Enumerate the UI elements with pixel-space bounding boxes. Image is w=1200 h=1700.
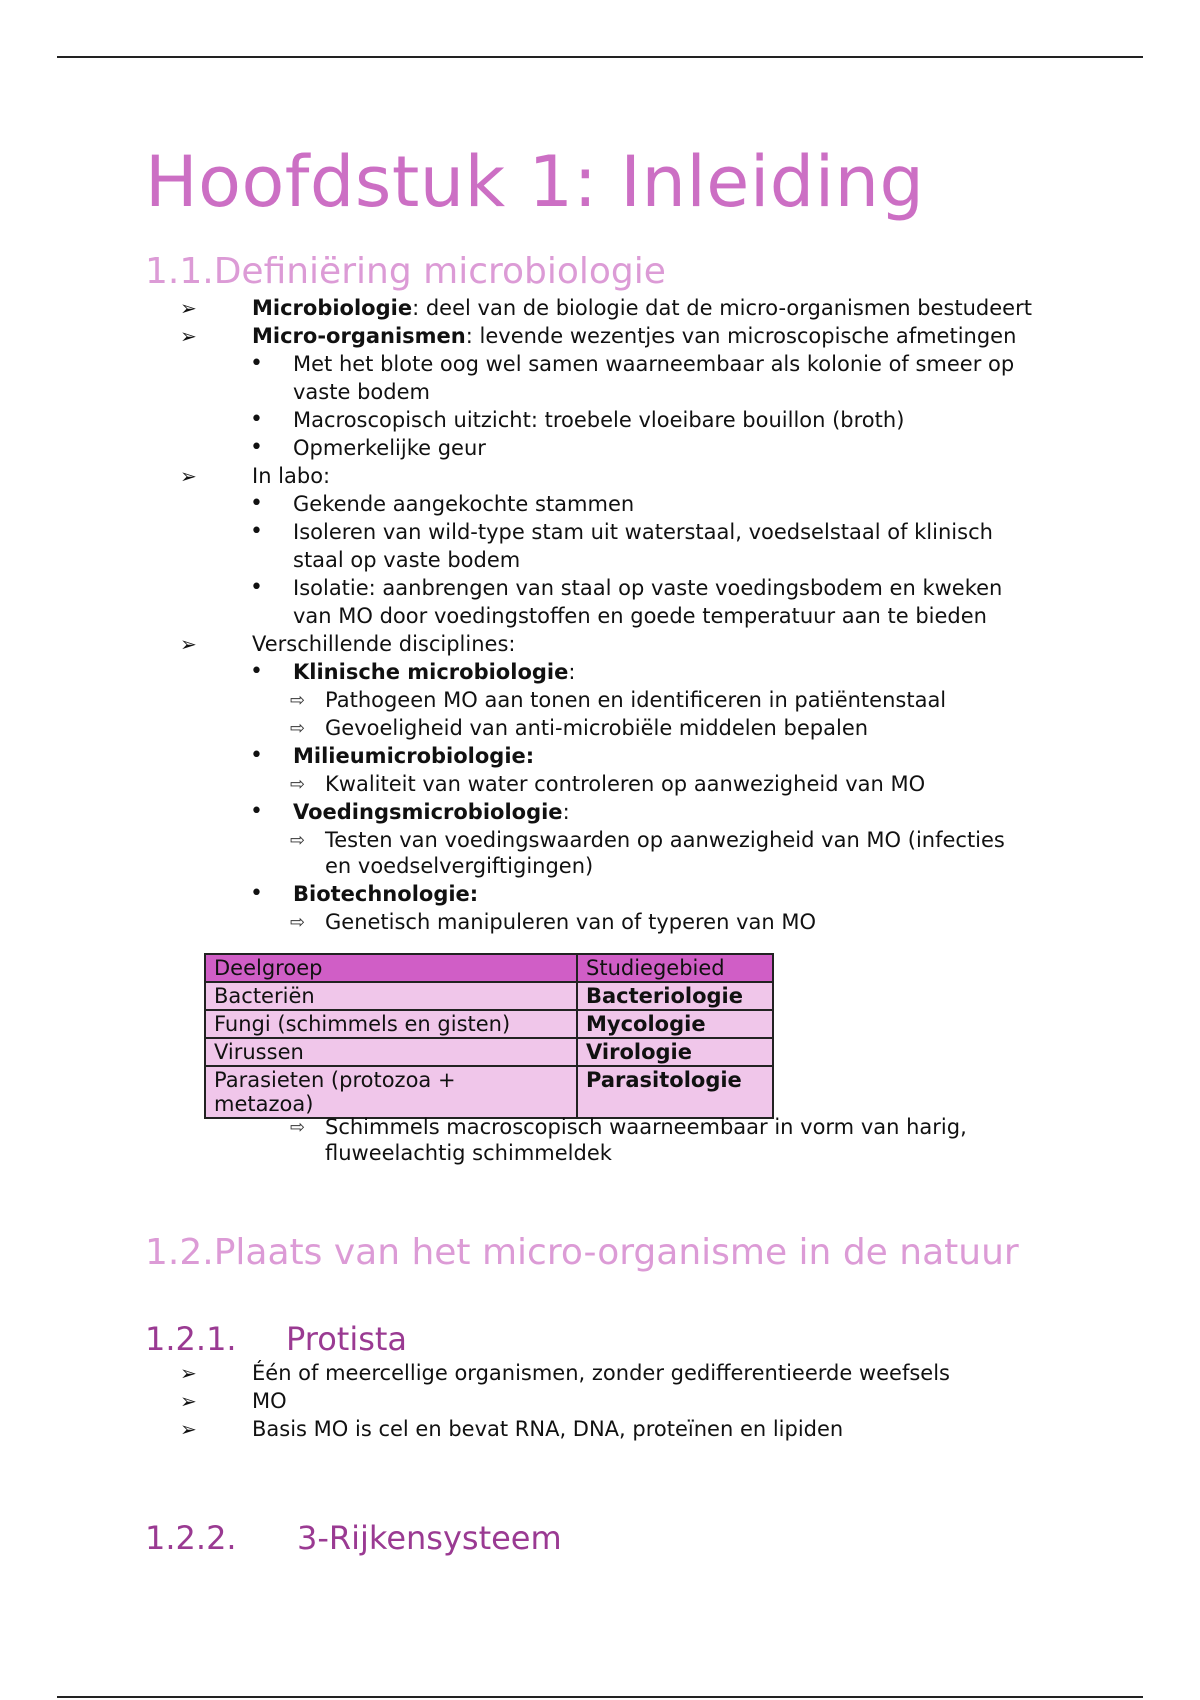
- dot-bullet-icon: •: [250, 743, 263, 768]
- definition: : levende wezentjes van microscopische afmetingen: [465, 324, 1017, 348]
- dot-bullet-icon: •: [250, 435, 263, 460]
- footer-rule: [57, 1696, 1143, 1698]
- arrow-bullet-icon: ➢: [180, 632, 197, 656]
- dot-bullet-icon: •: [250, 519, 263, 544]
- subsection-title-1-2-2: 1.2.2. 3-Rijkensysteem: [145, 1519, 562, 1557]
- table-cell: Parasieten (protozoa + metazoa): [205, 1066, 577, 1118]
- section-title-1-2: 1.2.Plaats van het micro-organisme in de natuur: [145, 1232, 1019, 1273]
- hollow-arrow-icon: ⇨: [290, 830, 306, 851]
- arrow-bullet-icon: ➢: [180, 324, 197, 348]
- hollow-arrow-icon: ⇨: [290, 690, 306, 711]
- table-header-cell: Studiegebied: [577, 954, 773, 982]
- dot-bullet-icon: •: [250, 491, 263, 516]
- dot-bullet-icon: •: [250, 407, 263, 432]
- table-row: [205, 1038, 773, 1066]
- arrow-bullet-icon: ➢: [180, 1417, 197, 1441]
- subsection-title-1-2-1: 1.2.1. Protista: [145, 1320, 408, 1358]
- arrow-bullet-icon: ➢: [180, 464, 197, 488]
- arrow-bullet-icon: ➢: [180, 1389, 197, 1413]
- table-header-row: [205, 954, 773, 982]
- dot-bullet-icon: •: [250, 881, 263, 906]
- table-cell: Parasitologie: [577, 1066, 773, 1118]
- table-row: [205, 1010, 773, 1038]
- section-title-1-1: 1.1.Definiëring microbiologie: [145, 251, 666, 292]
- dot-bullet-icon: •: [250, 799, 263, 824]
- table-row: [205, 1066, 773, 1118]
- definition: : deel van de biologie dat de micro-organismen bestudeert: [412, 296, 1032, 320]
- table-cell: Mycologie: [577, 1010, 773, 1038]
- term: Microbiologie: [252, 296, 413, 320]
- arrow-bullet-icon: ➢: [180, 1361, 197, 1385]
- table-cell: Bacteriologie: [577, 982, 773, 1010]
- table-cell: Fungi (schimmels en gisten): [205, 1010, 577, 1038]
- dot-bullet-icon: •: [250, 575, 263, 600]
- hollow-arrow-icon: ⇨: [290, 718, 306, 739]
- term: Micro-organismen: [252, 324, 466, 348]
- dot-bullet-icon: •: [250, 659, 263, 684]
- hollow-arrow-icon: ⇨: [290, 912, 306, 933]
- dot-bullet-icon: •: [250, 351, 263, 376]
- hollow-arrow-icon: ⇨: [290, 1117, 306, 1138]
- table-row: [205, 982, 773, 1010]
- arrow-bullet-icon: ➢: [180, 296, 197, 320]
- study-field-table: [204, 953, 774, 1119]
- table-cell: Virussen: [205, 1038, 577, 1066]
- table-cell: Virologie: [577, 1038, 773, 1066]
- chapter-title: Hoofdstuk 1: Inleiding: [145, 141, 925, 223]
- hollow-arrow-icon: ⇨: [290, 774, 306, 795]
- table-header-cell: Deelgroep: [205, 954, 577, 982]
- header-rule: [57, 56, 1143, 58]
- table-cell: Bacteriën: [205, 982, 577, 1010]
